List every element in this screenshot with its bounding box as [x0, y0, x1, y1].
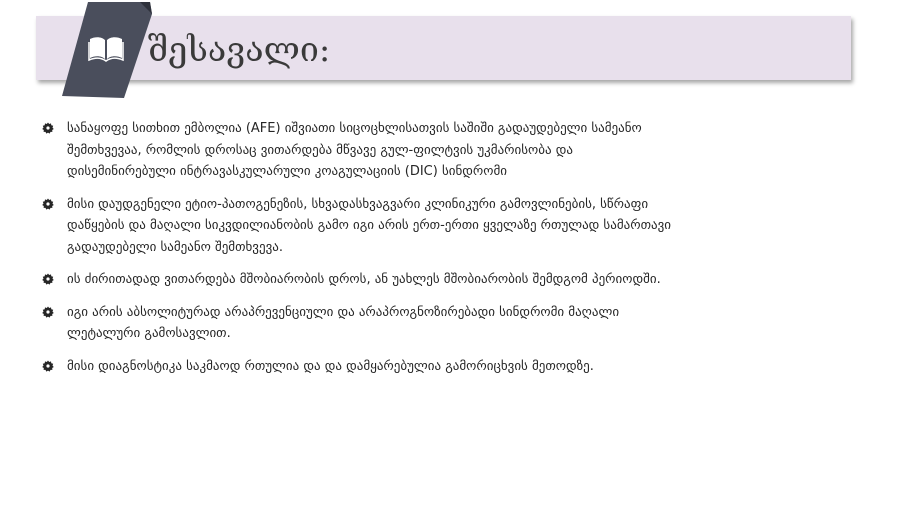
bullet-item: [40, 194, 680, 259]
book-icon: [88, 34, 124, 62]
bullet-text: მისი დაუდგენელი ეტიო-პათოგენეზის, სხვადასხვაგვარი კლინიკური გამოვლინების, სწრაფი დაწყების და მაღალი სიკვდილიანობის გამო იგი არის ერთ-ერთი ყველაზე რთულად სამართავი გადაუდებელი სამეანო შემთხვევა.: [67, 196, 671, 255]
bullet-item: [40, 269, 680, 291]
bullet-list: [40, 118, 680, 388]
gear-bullet-icon: [42, 273, 54, 285]
gear-bullet-icon: [42, 198, 54, 210]
gear-bullet-icon: [42, 306, 54, 318]
gear-bullet-icon: [42, 122, 54, 134]
bullet-text: მისი დიაგნოსტიკა საკმაოდ რთულია და და დამყარებულია გამორიცხვის მეთოდზე.: [67, 358, 594, 374]
gear-bullet-icon: [42, 360, 54, 372]
bullet-item: [40, 302, 680, 345]
bullet-item: [40, 118, 680, 183]
bullet-text: სანაყოფე სითხით ემბოლია (AFE) იშვიათი სიცოცხლისათვის საშიში გადაუდებელი სამეანო შემთხვევაა, რომლის დროსაც ვითარდება მწვავე გულ-ფილტვის უკმარისობა და დისემინირებული ინტრავასკულარული კოაგულაციის (DIC) სინდრომი: [67, 121, 642, 179]
bullet-item: [40, 356, 680, 378]
bullet-text: იგი არის აბსოლიტურად არაპრევენციული და არაპროგნოზირებადი სინდრომი მაღალი ლეტალური გამოსავლით.: [67, 304, 620, 341]
bullet-text: ის ძირითადად ვითარდება მშობიარობის დროს, ან უახლეს მშობიარობის შემდგომ პერიოდში.: [67, 272, 661, 287]
slide-title: შესავალი:: [148, 30, 331, 70]
